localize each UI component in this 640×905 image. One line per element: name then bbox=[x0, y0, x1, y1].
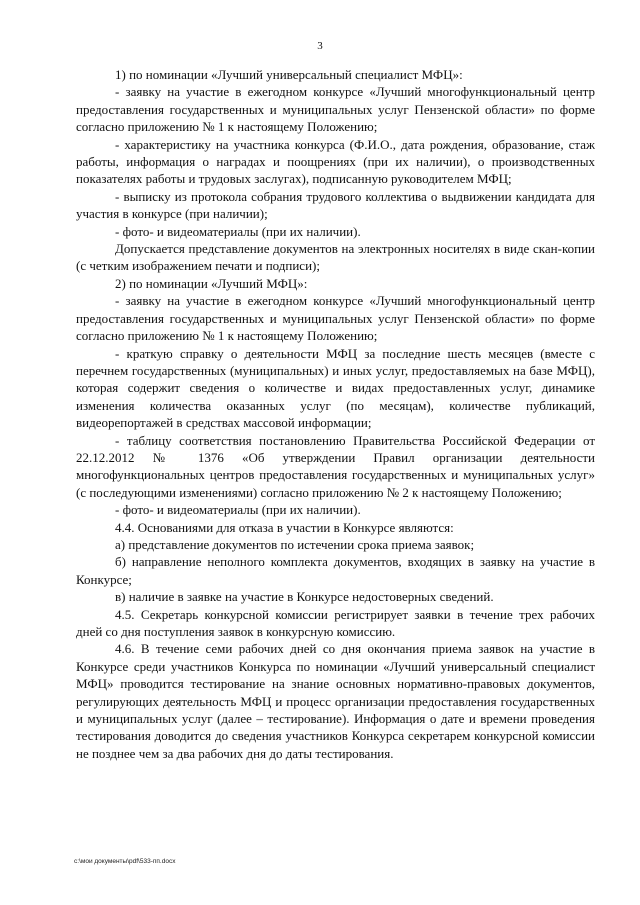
paragraph: - фото- и видеоматериалы (при их наличии). bbox=[115, 223, 361, 239]
paragraph: - выписку из протокола собрания трудового коллектива о выдвижении кандидата для участия в конкурсе (при наличии); bbox=[76, 188, 595, 222]
paragraph: - заявку на участие в ежегодном конкурсе «Лучший многофункциональный центр предоставления государственных и муниципальных услуг Пензенской области» по форме согласно приложению № 1 к настоящему Положению; bbox=[76, 84, 595, 135]
paragraph: 2) по номинации «Лучший МФЦ»: bbox=[115, 275, 308, 291]
paragraph: Допускается представление документов на электронных носителях в виде скан-копии (с четким изображением печати и подписи); bbox=[76, 241, 595, 274]
paragraph: - фото- и видеоматериалы (при их наличии). bbox=[115, 502, 361, 518]
paragraph: - заявку на участие в ежегодном конкурсе «Лучший многофункциональный центр предоставления государственных и муниципальных услуг Пензенской области» по форме согласно приложению № 1 к настоящему Положению; bbox=[76, 293, 595, 344]
paragraph: 1) по номинации «Лучший универсальный специалист МФЦ»: bbox=[115, 67, 463, 82]
page-number: 3 bbox=[317, 40, 323, 52]
paragraph: а) представление документов по истечении срока приема заявок; bbox=[115, 536, 475, 552]
footer-file-path: c:\мои документы\pdf\533-пп.docx bbox=[74, 858, 176, 865]
paragraph: 4.4. Основаниями для отказа в участии в Конкурсе являются: bbox=[115, 519, 454, 535]
document-body bbox=[76, 66, 595, 762]
paragraph: б) направление неполного комплекта документов, входящих в заявку на участие в Конкурсе; bbox=[76, 554, 595, 587]
paragraph: 4.5. Секретарь конкурсной комиссии регистрирует заявки в течение трех рабочих дней со дня поступления заявок в конкурсную комиссию. bbox=[76, 606, 595, 639]
paragraph: в) наличие в заявке на участие в Конкурсе недостоверных сведений. bbox=[115, 589, 494, 605]
paragraph: - характеристику на участника конкурса (Ф.И.О., дата рождения, образование, стаж работы, информация о наградах и поощрениях (при их наличии), о производственных показателях работы и трудовых заслугах), подписанную руководителем МФЦ; bbox=[76, 136, 595, 187]
paragraph: 4.6. В течение семи рабочих дней со дня окончания приема заявок на участие в Конкурсе среди участников Конкурса по номинации «Лучший универсальный специалист МФЦ» проводится тестирование на знание основных нормативно-правовых документов, регулирующих деятельность МФЦ и процесс организации предоставления государственных и муниципальных услуг (далее – тестирование). Информация о дате и времени проведения тестирования доводится до сведения участников Конкурса секретарем конкурсной комиссии не позднее чем за два рабочих дня до даты тестирования. bbox=[76, 641, 595, 761]
paragraph: - таблицу соответствия постановлению Правительства Российской Федерации от 22.12.2012 № 1376 «Об утверждении Правил организации деятельности многофункциональных центров предоставления государственных и муниципальных услуг» (с последующими изменениями) согласно приложению № 2 к настоящему Положению; bbox=[76, 432, 595, 500]
paragraph: - краткую справку о деятельности МФЦ за последние шесть месяцев (вместе с перечнем государственных (муниципальных) и иных услуг, предоставляемых на базе МФЦ), которая содержит сведения о количестве и видах предоставленных услуг, динамике изменения количества оказанных услуг (по месяцам), количестве публикаций, видеорепортажей в средствах массовой информации; bbox=[76, 345, 595, 431]
